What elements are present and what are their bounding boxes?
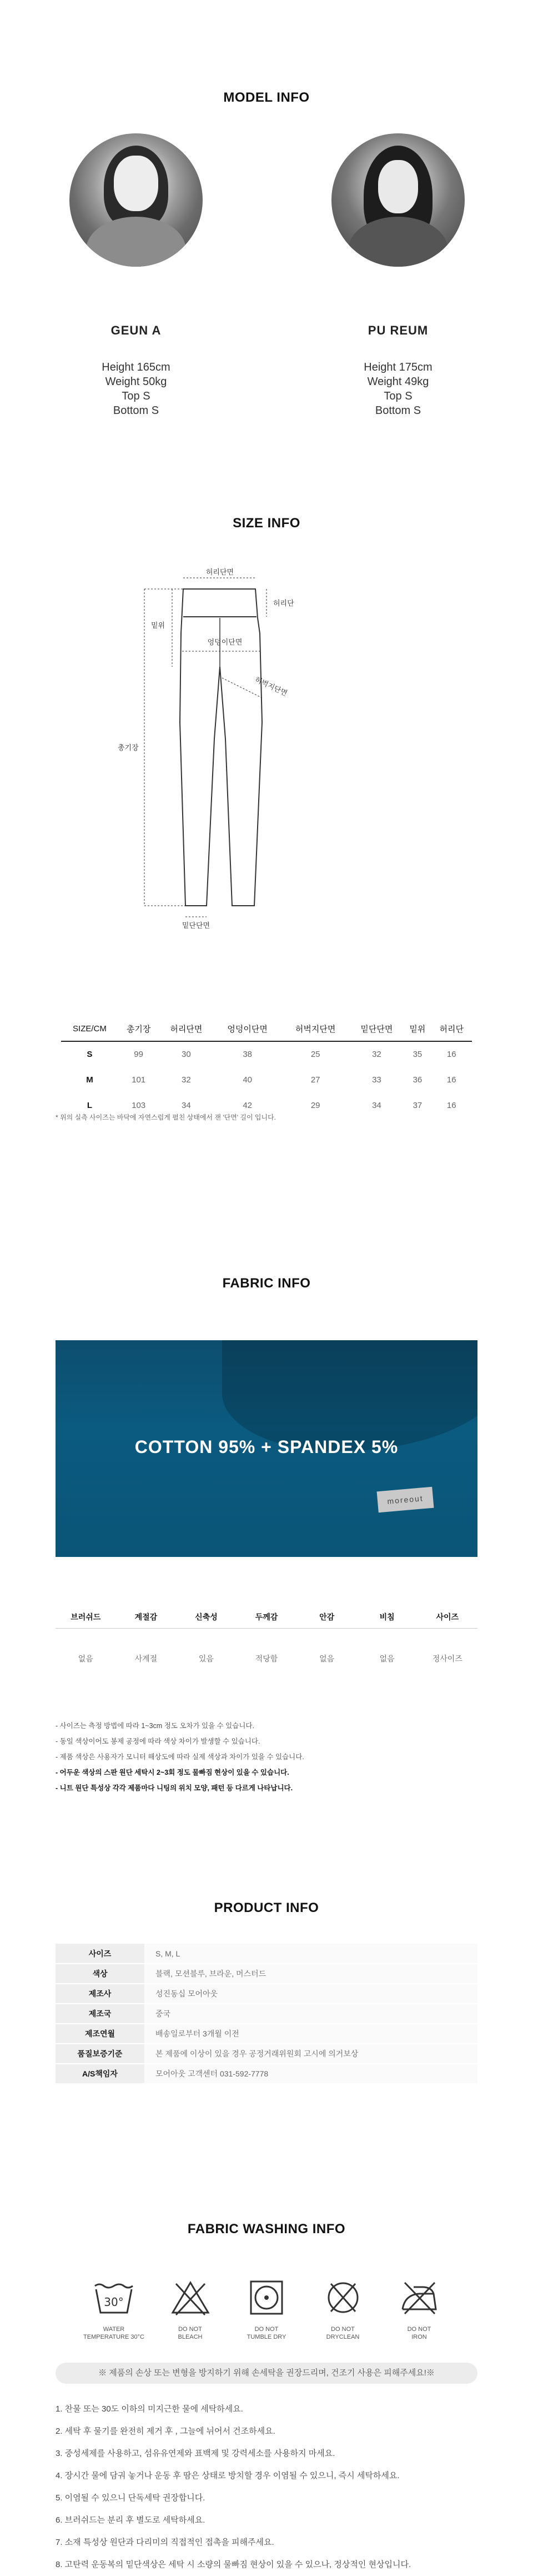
table-cell: 27	[310, 1075, 320, 1085]
size-table-header: 허리단면	[159, 1017, 213, 1041]
list-item: 2. 세탁 후 물기를 완전히 제거 후 , 그늘에 뉘어서 건조하세요.	[56, 2427, 275, 2436]
size-table-header: 밑단단면	[349, 1017, 404, 1041]
info-value: 블랙, 모션블루, 브라운, 머스터드	[144, 1964, 477, 1984]
fabric-attr-values	[56, 1653, 477, 1664]
model-height: Height 175cm	[364, 361, 433, 373]
attr-header: 신축성	[195, 1613, 218, 1621]
attr-header: 비침	[379, 1613, 395, 1621]
info-key: A/S책임자	[56, 2064, 144, 2084]
washing-icons	[83, 2278, 450, 2341]
table-cell: 38	[243, 1050, 252, 1059]
size-table	[61, 1017, 472, 1118]
model-weight: Weight 49kg	[367, 376, 429, 388]
wash-label-line: TUMBLE DRY	[247, 2334, 286, 2340]
info-value: 중국	[144, 2004, 477, 2024]
attr-value: 적당함	[255, 1654, 278, 1663]
size-table-header: 허리단	[431, 1017, 472, 1041]
rise-label: 밑위	[151, 622, 165, 630]
do-not-iron-icon	[397, 2278, 441, 2317]
attr-header: 안감	[319, 1613, 335, 1621]
table-row	[56, 2044, 477, 2064]
list-item: 7. 소재 특성상 원단과 다리미의 직접적인 접촉을 피해주세요.	[56, 2538, 274, 2547]
table-row	[56, 2004, 477, 2024]
info-key: 사이즈	[56, 1944, 144, 1964]
table-cell: 16	[446, 1075, 456, 1085]
model-top: Top S	[384, 390, 413, 402]
attr-value: 사계절	[134, 1654, 158, 1663]
table-cell: 42	[243, 1100, 252, 1110]
size-table-header: 엉덩이단면	[213, 1017, 281, 1041]
model-info-title: MODEL INFO	[223, 90, 310, 105]
size-table-header: 허벅지단면	[281, 1017, 350, 1041]
list-item: 3. 중성세제를 사용하고, 섬유유연제와 표백제 및 강력세소를 사용하지 마세요.	[56, 2449, 335, 2458]
size-table-header: 총기장	[118, 1017, 159, 1041]
table-row	[61, 1067, 472, 1092]
table-row	[56, 2064, 477, 2084]
pants-size-diagram	[111, 567, 411, 967]
model-bottom: Bottom S	[375, 405, 421, 417]
model-photo	[69, 133, 203, 267]
fabric-photo	[56, 1340, 477, 1557]
table-cell: 16	[446, 1100, 456, 1110]
table-row	[56, 2024, 477, 2044]
attr-header: 두께감	[255, 1613, 278, 1621]
fabric-note: - 사이즈는 측정 방법에 따라 1~3cm 정도 오차가 있을 수 있습니다.	[56, 1722, 254, 1730]
list-item: 6. 브러쉬드는 분리 후 별도로 세탁하세요.	[56, 2515, 205, 2525]
info-value: 본 제품에 이상이 있을 경우 공정거래위원회 고시에 의거보상	[144, 2044, 477, 2064]
wash-30-icon	[92, 2278, 136, 2317]
wash-label-line: BLEACH	[178, 2334, 203, 2340]
fabric-note: - 제품 색상은 사용자가 모니터 해상도에 따라 실제 색상과 차이가 있을 수 있습니다.	[56, 1753, 304, 1761]
fabric-note-bold: - 어두운 색상의 스판 원단 세탁시 2~3회 정도 물빠짐 현상이 있을 수 있습니다.	[56, 1769, 289, 1776]
waistband-label: 허리단	[273, 600, 294, 608]
model-name: PU REUM	[368, 323, 429, 337]
table-cell: S	[87, 1050, 93, 1059]
fabric-info-title: FABRIC INFO	[222, 1276, 311, 1291]
wash-temp: 30°	[104, 2295, 124, 2309]
table-cell: 32	[182, 1075, 191, 1085]
do-not-tumble-dry-icon	[244, 2278, 289, 2317]
info-value: S, M, L	[144, 1944, 477, 1964]
product-info-table	[56, 1944, 477, 2084]
wash-label-line: TEMPERATURE 30°C	[83, 2334, 144, 2340]
model-bottom: Bottom S	[113, 405, 159, 417]
waist-label: 허리단면	[205, 568, 234, 577]
info-value: 배송일로부터 3개월 이전	[144, 2024, 477, 2044]
divider	[56, 1628, 477, 1629]
list-item: 1. 찬물 또는 30도 이하의 미지근한 물에 세탁하세요.	[56, 2404, 243, 2414]
washing-info-title: FABRIC WASHING INFO	[187, 2221, 346, 2236]
attr-value: 정사이즈	[432, 1654, 462, 1663]
wash-label-line: DO NOT	[407, 2326, 431, 2333]
info-key: 제조국	[56, 2004, 144, 2024]
table-cell: 101	[132, 1075, 146, 1085]
model-card	[306, 133, 490, 418]
table-row	[56, 1964, 477, 1984]
size-table-header: 밑위	[404, 1017, 431, 1041]
table-row	[56, 1944, 477, 1964]
hem-label: 밑단단면	[182, 922, 210, 930]
wash-label-line: WATER	[103, 2326, 125, 2333]
attr-value: 없음	[319, 1654, 335, 1663]
info-key: 제조연월	[56, 2024, 144, 2044]
model-weight: Weight 50kg	[105, 376, 167, 388]
table-row	[56, 1984, 477, 2004]
do-not-dryclean-icon	[321, 2278, 365, 2317]
fabric-note: - 동일 색상이어도 봉제 공정에 따라 색상 차이가 발생할 수 있습니다.	[56, 1738, 260, 1745]
table-cell: 35	[413, 1050, 423, 1059]
fabric-notes	[56, 1718, 304, 1796]
list-item: 4. 장시간 물에 담궈 놓거나 운동 후 땀은 상태로 방치할 경우 이염될 수 있으니, 즉시 세탁하세요.	[56, 2471, 400, 2480]
size-table-header: SIZE/CM	[61, 1017, 118, 1041]
info-value: 모어아웃 고객센터 031-592-7778	[144, 2064, 477, 2084]
table-cell: 29	[310, 1100, 320, 1110]
length-label: 총기장	[118, 744, 139, 752]
fabric-composition: COTTON 95% + SPANDEX 5%	[134, 1437, 399, 1457]
hip-label: 엉덩이단면	[207, 638, 243, 647]
table-cell: L	[87, 1100, 93, 1110]
list-item: 5. 이염될 수 있으니 단독세탁 권장합니다.	[56, 2493, 205, 2503]
info-key: 제조사	[56, 1984, 144, 2004]
attr-header: 계절감	[134, 1613, 158, 1621]
table-cell: 32	[372, 1050, 381, 1059]
washing-list	[56, 2398, 411, 2576]
table-row	[61, 1041, 472, 1067]
wash-label-line: DO NOT	[178, 2326, 202, 2333]
info-value: 성진동십 모어아웃	[144, 1984, 477, 2004]
model-height: Height 165cm	[102, 361, 170, 373]
table-cell: 30	[182, 1050, 191, 1059]
wash-label-line: DO NOT	[254, 2326, 279, 2333]
table-cell: 34	[372, 1100, 381, 1110]
size-note: * 위의 실측 사이즈는 바닥에 자연스럽게 펼친 상태에서 잰 '단면' 길이 입니다.	[56, 1114, 276, 1121]
table-cell: M	[86, 1075, 93, 1085]
model-top: Top S	[122, 390, 150, 402]
size-info-title: SIZE INFO	[233, 516, 300, 531]
attr-value: 없음	[379, 1654, 395, 1663]
table-cell: 103	[132, 1100, 146, 1110]
table-cell: 16	[446, 1050, 456, 1059]
attr-value: 있음	[198, 1654, 214, 1663]
attr-header: 브러쉬드	[71, 1613, 101, 1621]
washing-warning: ※ 제품의 손상 또는 변형을 방지하기 위해 손세탁을 권장드리며, 건조기 사용은 피해주세요!※	[56, 2363, 477, 2384]
model-photo	[331, 133, 465, 267]
table-cell: 33	[372, 1075, 381, 1085]
attr-header: 사이즈	[436, 1613, 459, 1621]
wash-label-line: DO NOT	[331, 2326, 355, 2333]
thigh-label: 허벅지단면	[253, 676, 289, 698]
info-key: 품질보증기준	[56, 2044, 144, 2064]
fabric-attr-headers	[56, 1611, 477, 1623]
table-cell: 99	[134, 1050, 143, 1059]
wash-label-line: DRYCLEAN	[326, 2334, 360, 2340]
do-not-bleach-icon	[168, 2278, 213, 2317]
fabric-note-bold: - 니트 원단 특성상 각각 제품마다 니팅의 위치 모양, 패턴 등 다르게 나타납니다.	[56, 1784, 293, 1792]
attr-value: 없음	[78, 1654, 93, 1663]
table-cell: 34	[182, 1100, 191, 1110]
model-name: GEUN A	[110, 323, 162, 337]
table-cell: 36	[413, 1075, 423, 1085]
table-cell: 40	[243, 1075, 252, 1085]
wash-label-line: IRON	[411, 2334, 427, 2340]
brand-tag: moreout	[377, 1487, 434, 1513]
model-card	[44, 133, 228, 418]
list-item: 8. 고탄력 운동복의 밑단색상은 세탁 시 소량의 물빠짐 현상이 있을 수 있으나, 정상적인 현상입니다.	[56, 2560, 411, 2569]
table-cell: 25	[310, 1050, 320, 1059]
product-info-title: PRODUCT INFO	[214, 1900, 319, 1915]
info-key: 색상	[56, 1964, 144, 1984]
table-cell: 37	[413, 1100, 423, 1110]
